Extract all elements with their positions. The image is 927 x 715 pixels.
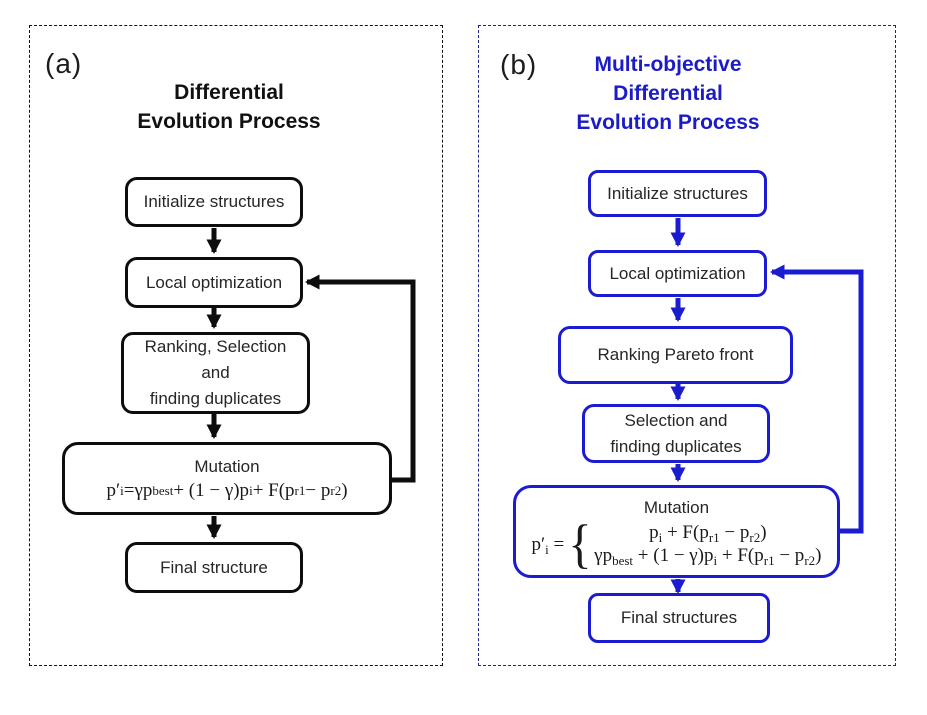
formula-cases xyxy=(594,521,821,567)
formula-term: ) xyxy=(341,480,348,501)
formula-term: + F(p xyxy=(717,545,764,566)
formula-term: p′ xyxy=(531,533,546,555)
mutation-formula-b xyxy=(531,514,822,574)
formula-sub: r1 xyxy=(763,553,775,568)
formula-term: γp xyxy=(134,480,153,501)
formula-term: + F(p xyxy=(662,522,709,543)
box-label: Ranking Pareto front xyxy=(597,345,754,364)
box-label: Local optimization xyxy=(145,272,283,292)
box-label-line1: Ranking, Selection xyxy=(144,337,287,356)
box-label: Final structures xyxy=(620,608,738,627)
box-label: Local optimization xyxy=(609,263,746,283)
box-mutation-a xyxy=(62,442,392,515)
formula-term: + (1 − γ)p xyxy=(173,480,250,501)
formula-lhs xyxy=(532,533,565,556)
formula-sub: i xyxy=(713,553,718,568)
box-local-optimization-b xyxy=(588,250,767,297)
mutation-formula-a: p′ i = γp best + (1 − γ)p i + F(p r1 − p r2 ) xyxy=(106,480,348,501)
mutation-title-a: Mutation xyxy=(194,457,260,476)
box-final-structure-a xyxy=(125,542,303,593)
formula-term: − p xyxy=(305,480,331,501)
panel-a-label: (a) xyxy=(45,48,83,79)
formula-sub: r2 xyxy=(804,553,816,568)
formula-case2 xyxy=(594,544,821,567)
box-selection-duplicates-b xyxy=(582,404,770,463)
panel-b-label: (b) xyxy=(500,49,538,80)
formula-term: − p xyxy=(719,522,750,543)
box-mutation-b xyxy=(513,485,840,578)
box-label-line2: finding duplicates xyxy=(610,436,742,456)
box-label-line2: and xyxy=(201,363,230,382)
mutation-title-b: Mutation xyxy=(643,498,710,517)
formula-term: = xyxy=(548,533,565,555)
cases-brace: { xyxy=(568,514,592,574)
formula-sub: r1 xyxy=(708,530,720,545)
panel-b-title xyxy=(478,50,858,137)
panel-a-title-line2: Evolution Process xyxy=(137,110,321,133)
formula-term: − p xyxy=(774,545,805,566)
formula-term: = xyxy=(123,480,135,501)
formula-sub: i xyxy=(658,530,663,545)
box-initialize-structures-a xyxy=(125,177,303,227)
formula-sub: i xyxy=(545,541,549,557)
box-label-line1: Selection and xyxy=(624,410,728,430)
panel-b-title-line2: Differential xyxy=(613,82,723,105)
formula-term: p′ xyxy=(106,480,121,501)
formula-term: + F(p xyxy=(252,480,295,501)
box-ranking-pareto-front-b xyxy=(558,326,793,384)
formula-term: + (1 − γ)p xyxy=(633,545,714,566)
formula-term: ) xyxy=(815,545,822,566)
formula-sub: best xyxy=(612,553,634,568)
box-local-optimization-a xyxy=(125,257,303,308)
formula-term: ) xyxy=(760,522,767,543)
formula-term: γp xyxy=(594,545,613,566)
formula-sub: r2 xyxy=(749,530,761,545)
formula-term: p xyxy=(649,522,659,543)
panel-b-title-line3: Evolution Process xyxy=(576,111,760,134)
box-label: Initialize structures xyxy=(607,183,748,203)
formula-case1 xyxy=(649,521,766,544)
box-label: Initialize structures xyxy=(143,192,285,211)
panel-a-title xyxy=(29,78,429,136)
box-initialize-structures-b xyxy=(588,170,767,217)
box-ranking-selection-a xyxy=(121,332,310,414)
panel-a-title-line1: Differential xyxy=(174,81,284,104)
panel-b-title-line1: Multi-objective xyxy=(594,53,742,76)
box-label-line3: finding duplicates xyxy=(149,389,282,408)
box-label: Final structure xyxy=(160,557,268,577)
box-final-structures-b xyxy=(588,593,770,643)
